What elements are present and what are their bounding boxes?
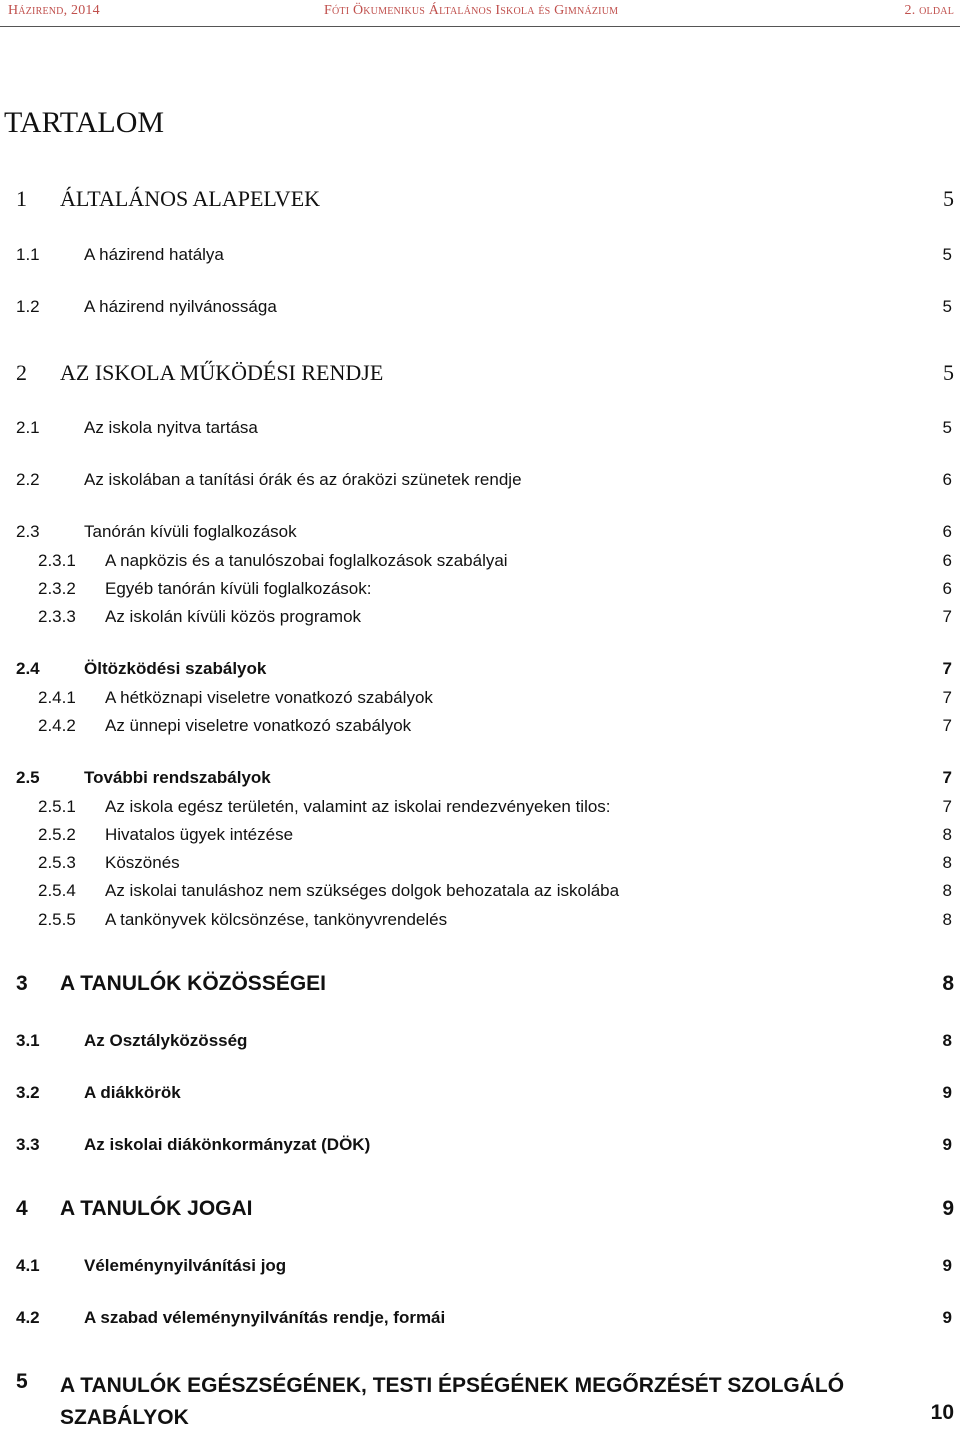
toc-text: A tankönyvek kölcsönzése, tankönyvrendelés [105,910,448,929]
toc-entry-2-5-5[interactable] [0,908,960,938]
toc-number: 2.4.1 [38,688,76,707]
toc-page: 5 [942,418,952,437]
toc-page: 8 [942,825,952,844]
toc-text: Köszönés [105,853,180,872]
page-header [0,0,960,27]
toc-text: Az Osztályközösség [84,1031,248,1050]
toc-entry-2-3-2[interactable] [0,577,960,607]
toc-text: Az iskola nyitva tartása [84,418,258,437]
toc-text: Öltözködési szabályok [84,659,267,678]
toc-entry-4-1[interactable] [0,1254,960,1284]
toc-number: 1.1 [16,245,40,264]
toc-number: 4.1 [16,1256,40,1275]
toc-text: A TANULÓK JOGAI [60,1197,253,1220]
toc-entry-5[interactable] [0,1370,960,1427]
toc-number: 3.3 [16,1135,40,1154]
toc-number: 5 [16,1370,28,1393]
toc-entry-2-5-1[interactable] [0,795,960,825]
toc-page: 7 [942,797,952,816]
toc-entry-3-2[interactable] [0,1081,960,1111]
toc-page: 7 [942,659,952,678]
toc-text: Az iskolai tanuláshoz nem szükséges dolgok behozatala az iskolába [105,881,620,900]
toc-page: 8 [942,853,952,872]
toc-page: 9 [942,1256,952,1275]
toc-entry-2-3-1[interactable] [0,549,960,579]
toc-number: 2 [16,360,27,385]
toc-entry-2-3-3[interactable] [0,605,960,635]
header-school-name: Fóti Ökumenikus Általános Iskola és Gimnázium [324,3,619,18]
toc-entry-3[interactable] [0,972,960,1002]
toc-number: 2.1 [16,418,40,437]
toc-page: 9 [942,1135,952,1154]
toc-title: TARTALOM [4,106,165,139]
toc-entry-2-5[interactable] [0,766,960,796]
toc-page: 7 [942,716,952,735]
toc-entry-2-4[interactable] [0,657,960,687]
toc-entry-2-2[interactable] [0,468,960,498]
toc-text: A házirend hatálya [84,245,224,264]
toc-entry-2-5-2[interactable] [0,823,960,853]
toc-entry-2-5-3[interactable] [0,851,960,881]
toc-number: 4.2 [16,1308,40,1327]
toc-page: 6 [942,522,952,541]
toc-page: 7 [942,607,952,626]
toc-page: 5 [943,186,954,211]
toc-page: 8 [942,910,952,929]
toc-entry-1[interactable] [0,186,960,216]
toc-entry-1-2[interactable] [0,295,960,325]
toc-text: A TANULÓK EGÉSZSÉGÉNEK, TESTI ÉPSÉGÉNEK MEGŐRZÉSÉT SZOLGÁLÓ SZABÁLYOK [60,1374,845,1429]
toc-page: 7 [942,688,952,707]
toc-page: 6 [942,579,952,598]
toc-text: Egyéb tanórán kívüli foglalkozások: [105,579,372,598]
toc-text: A hétköznapi viseletre vonatkozó szabályok [105,688,433,707]
toc-page: 8 [942,972,954,995]
toc-text: A házirend nyilvánossága [84,297,277,316]
toc-entry-4[interactable] [0,1197,960,1227]
toc-entry-2[interactable] [0,360,960,390]
toc-number: 4 [16,1197,28,1220]
toc-page: 9 [942,1308,952,1327]
toc-text: AZ ISKOLA MŰKÖDÉSI RENDJE [60,360,384,385]
toc-entry-2-4-2[interactable] [0,714,960,744]
toc-text: Az iskolai diákönkormányzat (DÖK) [84,1135,371,1154]
toc-number: 2.5.1 [38,797,76,816]
toc-text: A TANULÓK KÖZÖSSÉGEI [60,972,327,995]
toc-page: 5 [942,245,952,264]
toc-number: 2.5.4 [38,881,76,900]
toc-text: ÁLTALÁNOS ALAPELVEK [60,186,321,211]
toc-text: A napközis és a tanulószobai foglalkozások szabályai [105,551,508,570]
header-document-name: Házirend, 2014 [8,3,100,18]
toc-number: 2.5.3 [38,853,76,872]
toc-entry-2-3[interactable] [0,520,960,550]
toc-page: 6 [942,470,952,489]
toc-number: 3 [16,972,28,995]
toc-page: 6 [942,551,952,570]
toc-number: 2.2 [16,470,40,489]
header-page-number: 2. oldal [904,3,954,18]
toc-number: 3.1 [16,1031,40,1050]
toc-entry-3-3[interactable] [0,1133,960,1163]
toc-entry-2-5-4[interactable] [0,879,960,909]
toc-number: 3.2 [16,1083,40,1102]
toc-page: 5 [942,297,952,316]
toc-text: Az iskola egész területén, valamint az iskolai rendezvényeken tilos: [105,797,611,816]
toc-number: 2.3 [16,522,40,541]
toc-text: Az iskolában a tanítási órák és az óraközi szünetek rendje [84,470,522,489]
toc-entry-2-4-1[interactable] [0,686,960,716]
toc-number: 2.4.2 [38,716,76,735]
toc-number: 2.5.5 [38,910,76,929]
toc-number: 1.2 [16,297,40,316]
toc-page: 5 [943,360,954,385]
toc-text: A szabad véleménynyilvánítás rendje, formái [84,1308,446,1327]
toc-text: További rendszabályok [84,768,271,787]
toc-text: Tanórán kívüli foglalkozások [84,522,297,541]
toc-text: Hivatalos ügyek intézése [105,825,294,844]
toc-number: 2.3.2 [38,579,76,598]
toc-text: A diákkörök [84,1083,181,1102]
toc-page: 9 [942,1197,954,1220]
toc-page: 9 [942,1083,952,1102]
toc-page: 8 [942,881,952,900]
toc-entry-3-1[interactable] [0,1029,960,1059]
toc-entry-2-1[interactable] [0,416,960,446]
toc-page: 8 [942,1031,952,1050]
toc-number: 2.5.2 [38,825,76,844]
toc-page: 10 [930,1401,954,1424]
toc-text: Az ünnepi viseletre vonatkozó szabályok [105,716,412,735]
toc-entry-1-1[interactable] [0,243,960,273]
toc-number: 2.4 [16,659,40,678]
toc-number: 1 [16,186,27,211]
toc-text: Az iskolán kívüli közös programok [105,607,362,626]
toc-entry-4-2[interactable] [0,1306,960,1336]
toc-text: Véleménynyilvánítási jog [84,1256,287,1275]
toc-number: 2.3.1 [38,551,76,570]
toc-page: 7 [942,768,952,787]
toc-number: 2.3.3 [38,607,76,626]
toc-number: 2.5 [16,768,40,787]
